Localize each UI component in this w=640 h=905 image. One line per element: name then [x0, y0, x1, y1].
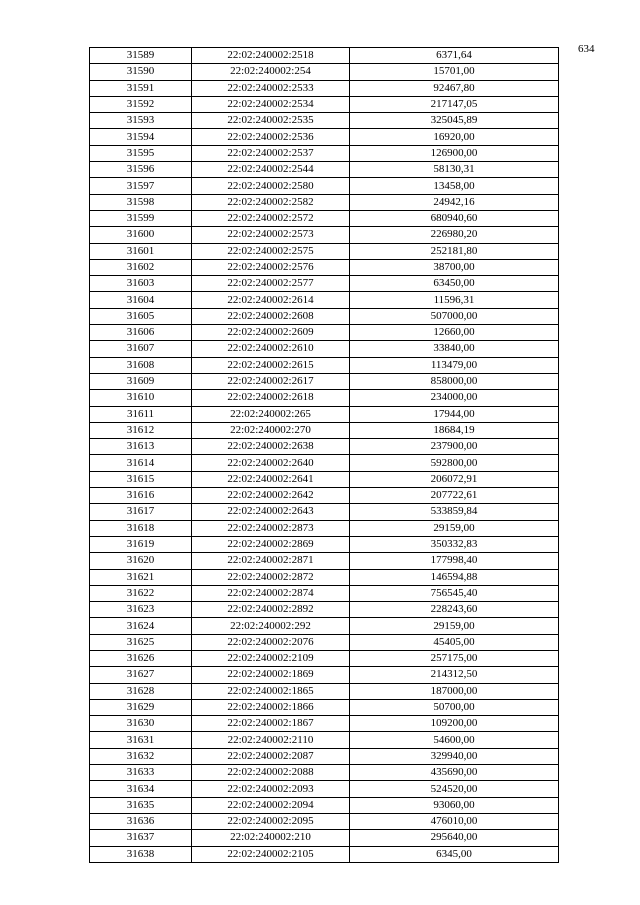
row-number-cell: 31638 [90, 846, 192, 862]
table-row [90, 765, 559, 781]
value-cell: 207722,61 [350, 488, 559, 504]
cadastral-number-cell: 22:02:240002:2536 [192, 129, 350, 145]
table-row [90, 308, 559, 324]
cadastral-number-cell: 22:02:240002:2537 [192, 145, 350, 161]
table-row [90, 243, 559, 259]
table-row [90, 553, 559, 569]
value-cell: 350332,83 [350, 536, 559, 552]
value-cell: 858000,00 [350, 373, 559, 389]
value-cell: 524520,00 [350, 781, 559, 797]
table-row [90, 259, 559, 275]
row-number-cell: 31593 [90, 113, 192, 129]
row-number-cell: 31618 [90, 520, 192, 536]
cadastral-number-cell: 22:02:240002:2575 [192, 243, 350, 259]
value-cell: 507000,00 [350, 308, 559, 324]
row-number-cell: 31625 [90, 634, 192, 650]
value-cell: 217147,05 [350, 96, 559, 112]
value-cell: 126900,00 [350, 145, 559, 161]
row-number-cell: 31630 [90, 716, 192, 732]
cadastral-number-cell: 22:02:240002:2642 [192, 488, 350, 504]
value-cell: 6371,64 [350, 48, 559, 64]
cadastral-number-cell: 22:02:240002:2088 [192, 765, 350, 781]
table-row [90, 748, 559, 764]
table-row [90, 48, 559, 64]
row-number-cell: 31616 [90, 488, 192, 504]
table-row [90, 210, 559, 226]
value-cell: 29159,00 [350, 618, 559, 634]
row-number-cell: 31633 [90, 765, 192, 781]
row-number-cell: 31617 [90, 504, 192, 520]
value-cell: 252181,80 [350, 243, 559, 259]
cadastral-number-cell: 22:02:240002:2094 [192, 797, 350, 813]
cadastral-number-cell: 22:02:240002:2609 [192, 325, 350, 341]
row-number-cell: 31604 [90, 292, 192, 308]
row-number-cell: 31634 [90, 781, 192, 797]
table-row [90, 504, 559, 520]
row-number-cell: 31598 [90, 194, 192, 210]
value-cell: 257175,00 [350, 650, 559, 666]
value-cell: 13458,00 [350, 178, 559, 194]
table-row [90, 373, 559, 389]
table-row [90, 634, 559, 650]
row-number-cell: 31629 [90, 699, 192, 715]
row-number-cell: 31635 [90, 797, 192, 813]
table-row [90, 325, 559, 341]
value-cell: 476010,00 [350, 813, 559, 829]
row-number-cell: 31601 [90, 243, 192, 259]
table-row [90, 667, 559, 683]
cadastral-number-cell: 22:02:240002:2610 [192, 341, 350, 357]
value-cell: 329940,00 [350, 748, 559, 764]
cadastral-number-cell: 22:02:240002:2573 [192, 227, 350, 243]
cadastral-number-cell: 22:02:240002:2109 [192, 650, 350, 666]
row-number-cell: 31594 [90, 129, 192, 145]
value-cell: 33840,00 [350, 341, 559, 357]
row-number-cell: 31628 [90, 683, 192, 699]
value-cell: 50700,00 [350, 699, 559, 715]
table-row [90, 145, 559, 161]
cadastral-number-cell: 22:02:240002:2110 [192, 732, 350, 748]
table-row [90, 618, 559, 634]
value-cell: 17944,00 [350, 406, 559, 422]
cadastral-number-cell: 22:02:240002:2105 [192, 846, 350, 862]
table-row [90, 797, 559, 813]
cadastral-number-cell: 22:02:240002:2869 [192, 536, 350, 552]
row-number-cell: 31608 [90, 357, 192, 373]
value-cell: 295640,00 [350, 830, 559, 846]
table-row [90, 194, 559, 210]
row-number-cell: 31606 [90, 325, 192, 341]
table-row [90, 80, 559, 96]
cadastral-number-cell: 22:02:240002:1867 [192, 716, 350, 732]
value-cell: 187000,00 [350, 683, 559, 699]
row-number-cell: 31596 [90, 162, 192, 178]
cadastral-number-cell: 22:02:240002:2095 [192, 813, 350, 829]
table-row [90, 602, 559, 618]
value-cell: 228243,60 [350, 602, 559, 618]
table-row [90, 227, 559, 243]
row-number-cell: 31599 [90, 210, 192, 226]
cadastral-number-cell: 22:02:240002:1869 [192, 667, 350, 683]
table-row [90, 488, 559, 504]
row-number-cell: 31636 [90, 813, 192, 829]
value-cell: 146594,88 [350, 569, 559, 585]
table-row [90, 96, 559, 112]
row-number-cell: 31615 [90, 471, 192, 487]
row-number-cell: 31611 [90, 406, 192, 422]
value-cell: 533859,84 [350, 504, 559, 520]
table-row [90, 520, 559, 536]
row-number-cell: 31621 [90, 569, 192, 585]
cadastral-number-cell: 22:02:240002:2640 [192, 455, 350, 471]
cadastral-number-cell: 22:02:240002:2544 [192, 162, 350, 178]
table-row [90, 64, 559, 80]
cadastral-number-cell: 22:02:240002:2534 [192, 96, 350, 112]
value-cell: 6345,00 [350, 846, 559, 862]
row-number-cell: 31589 [90, 48, 192, 64]
row-number-cell: 31613 [90, 439, 192, 455]
cadastral-value-table [89, 47, 559, 863]
cadastral-number-cell: 22:02:240002:2874 [192, 585, 350, 601]
table-row [90, 422, 559, 438]
cadastral-number-cell: 22:02:240002:2892 [192, 602, 350, 618]
cadastral-number-cell: 22:02:240002:2615 [192, 357, 350, 373]
cadastral-number-cell: 22:02:240002:292 [192, 618, 350, 634]
cadastral-number-cell: 22:02:240002:254 [192, 64, 350, 80]
page-number: 634 [578, 43, 595, 55]
row-number-cell: 31592 [90, 96, 192, 112]
cadastral-number-cell: 22:02:240002:2572 [192, 210, 350, 226]
cadastral-number-cell: 22:02:240002:2871 [192, 553, 350, 569]
value-cell: 435690,00 [350, 765, 559, 781]
table-row [90, 455, 559, 471]
row-number-cell: 31609 [90, 373, 192, 389]
table-row [90, 699, 559, 715]
table-row [90, 846, 559, 862]
value-cell: 58130,31 [350, 162, 559, 178]
table-row [90, 113, 559, 129]
cadastral-number-cell: 22:02:240002:2093 [192, 781, 350, 797]
table-row [90, 813, 559, 829]
value-cell: 109200,00 [350, 716, 559, 732]
row-number-cell: 31619 [90, 536, 192, 552]
table-row [90, 390, 559, 406]
cadastral-number-cell: 22:02:240002:2076 [192, 634, 350, 650]
cadastral-number-cell: 22:02:240002:1866 [192, 699, 350, 715]
value-cell: 24942,16 [350, 194, 559, 210]
value-cell: 38700,00 [350, 259, 559, 275]
value-cell: 592800,00 [350, 455, 559, 471]
row-number-cell: 31612 [90, 422, 192, 438]
value-cell: 45405,00 [350, 634, 559, 650]
cadastral-number-cell: 22:02:240002:2872 [192, 569, 350, 585]
value-cell: 63450,00 [350, 276, 559, 292]
table-row [90, 162, 559, 178]
cadastral-number-cell: 22:02:240002:2577 [192, 276, 350, 292]
cadastral-number-cell: 22:02:240002:265 [192, 406, 350, 422]
table-row [90, 439, 559, 455]
cadastral-number-cell: 22:02:240002:2087 [192, 748, 350, 764]
cadastral-number-cell: 22:02:240002:2614 [192, 292, 350, 308]
cadastral-number-cell: 22:02:240002:2643 [192, 504, 350, 520]
table-row [90, 716, 559, 732]
value-cell: 234000,00 [350, 390, 559, 406]
value-cell: 226980,20 [350, 227, 559, 243]
row-number-cell: 31614 [90, 455, 192, 471]
table-row [90, 471, 559, 487]
cadastral-number-cell: 22:02:240002:2608 [192, 308, 350, 324]
value-cell: 15701,00 [350, 64, 559, 80]
row-number-cell: 31632 [90, 748, 192, 764]
row-number-cell: 31631 [90, 732, 192, 748]
cadastral-number-cell: 22:02:240002:2641 [192, 471, 350, 487]
table-row [90, 406, 559, 422]
value-cell: 177998,40 [350, 553, 559, 569]
cadastral-number-cell: 22:02:240002:2535 [192, 113, 350, 129]
cadastral-number-cell: 22:02:240002:2618 [192, 390, 350, 406]
value-cell: 12660,00 [350, 325, 559, 341]
row-number-cell: 31602 [90, 259, 192, 275]
cadastral-number-cell: 22:02:240002:2873 [192, 520, 350, 536]
cadastral-number-cell: 22:02:240002:2576 [192, 259, 350, 275]
table-row [90, 683, 559, 699]
table-row [90, 292, 559, 308]
cadastral-number-cell: 22:02:240002:2580 [192, 178, 350, 194]
row-number-cell: 31600 [90, 227, 192, 243]
cadastral-number-cell: 22:02:240002:270 [192, 422, 350, 438]
value-cell: 325045,89 [350, 113, 559, 129]
row-number-cell: 31597 [90, 178, 192, 194]
table-row [90, 341, 559, 357]
value-cell: 206072,91 [350, 471, 559, 487]
row-number-cell: 31637 [90, 830, 192, 846]
cadastral-number-cell: 22:02:240002:2638 [192, 439, 350, 455]
row-number-cell: 31607 [90, 341, 192, 357]
row-number-cell: 31603 [90, 276, 192, 292]
row-number-cell: 31626 [90, 650, 192, 666]
table-row [90, 650, 559, 666]
value-cell: 756545,40 [350, 585, 559, 601]
cadastral-number-cell: 22:02:240002:210 [192, 830, 350, 846]
table-row [90, 830, 559, 846]
row-number-cell: 31590 [90, 64, 192, 80]
row-number-cell: 31623 [90, 602, 192, 618]
value-cell: 92467,80 [350, 80, 559, 96]
table-body [90, 48, 559, 863]
cadastral-number-cell: 22:02:240002:2533 [192, 80, 350, 96]
row-number-cell: 31624 [90, 618, 192, 634]
value-cell: 18684,19 [350, 422, 559, 438]
row-number-cell: 31627 [90, 667, 192, 683]
table-row [90, 178, 559, 194]
row-number-cell: 31622 [90, 585, 192, 601]
row-number-cell: 31610 [90, 390, 192, 406]
cadastral-number-cell: 22:02:240002:2518 [192, 48, 350, 64]
row-number-cell: 31605 [90, 308, 192, 324]
value-cell: 113479,00 [350, 357, 559, 373]
value-cell: 680940,60 [350, 210, 559, 226]
value-cell: 54600,00 [350, 732, 559, 748]
table-row [90, 357, 559, 373]
row-number-cell: 31591 [90, 80, 192, 96]
cadastral-number-cell: 22:02:240002:2617 [192, 373, 350, 389]
table-row [90, 129, 559, 145]
table-row [90, 781, 559, 797]
table-row [90, 536, 559, 552]
table-row [90, 276, 559, 292]
value-cell: 29159,00 [350, 520, 559, 536]
cadastral-number-cell: 22:02:240002:2582 [192, 194, 350, 210]
value-cell: 93060,00 [350, 797, 559, 813]
row-number-cell: 31595 [90, 145, 192, 161]
table-row [90, 569, 559, 585]
cadastral-number-cell: 22:02:240002:1865 [192, 683, 350, 699]
table-row [90, 585, 559, 601]
table-row [90, 732, 559, 748]
row-number-cell: 31620 [90, 553, 192, 569]
value-cell: 237900,00 [350, 439, 559, 455]
value-cell: 16920,00 [350, 129, 559, 145]
value-cell: 214312,50 [350, 667, 559, 683]
value-cell: 11596,31 [350, 292, 559, 308]
